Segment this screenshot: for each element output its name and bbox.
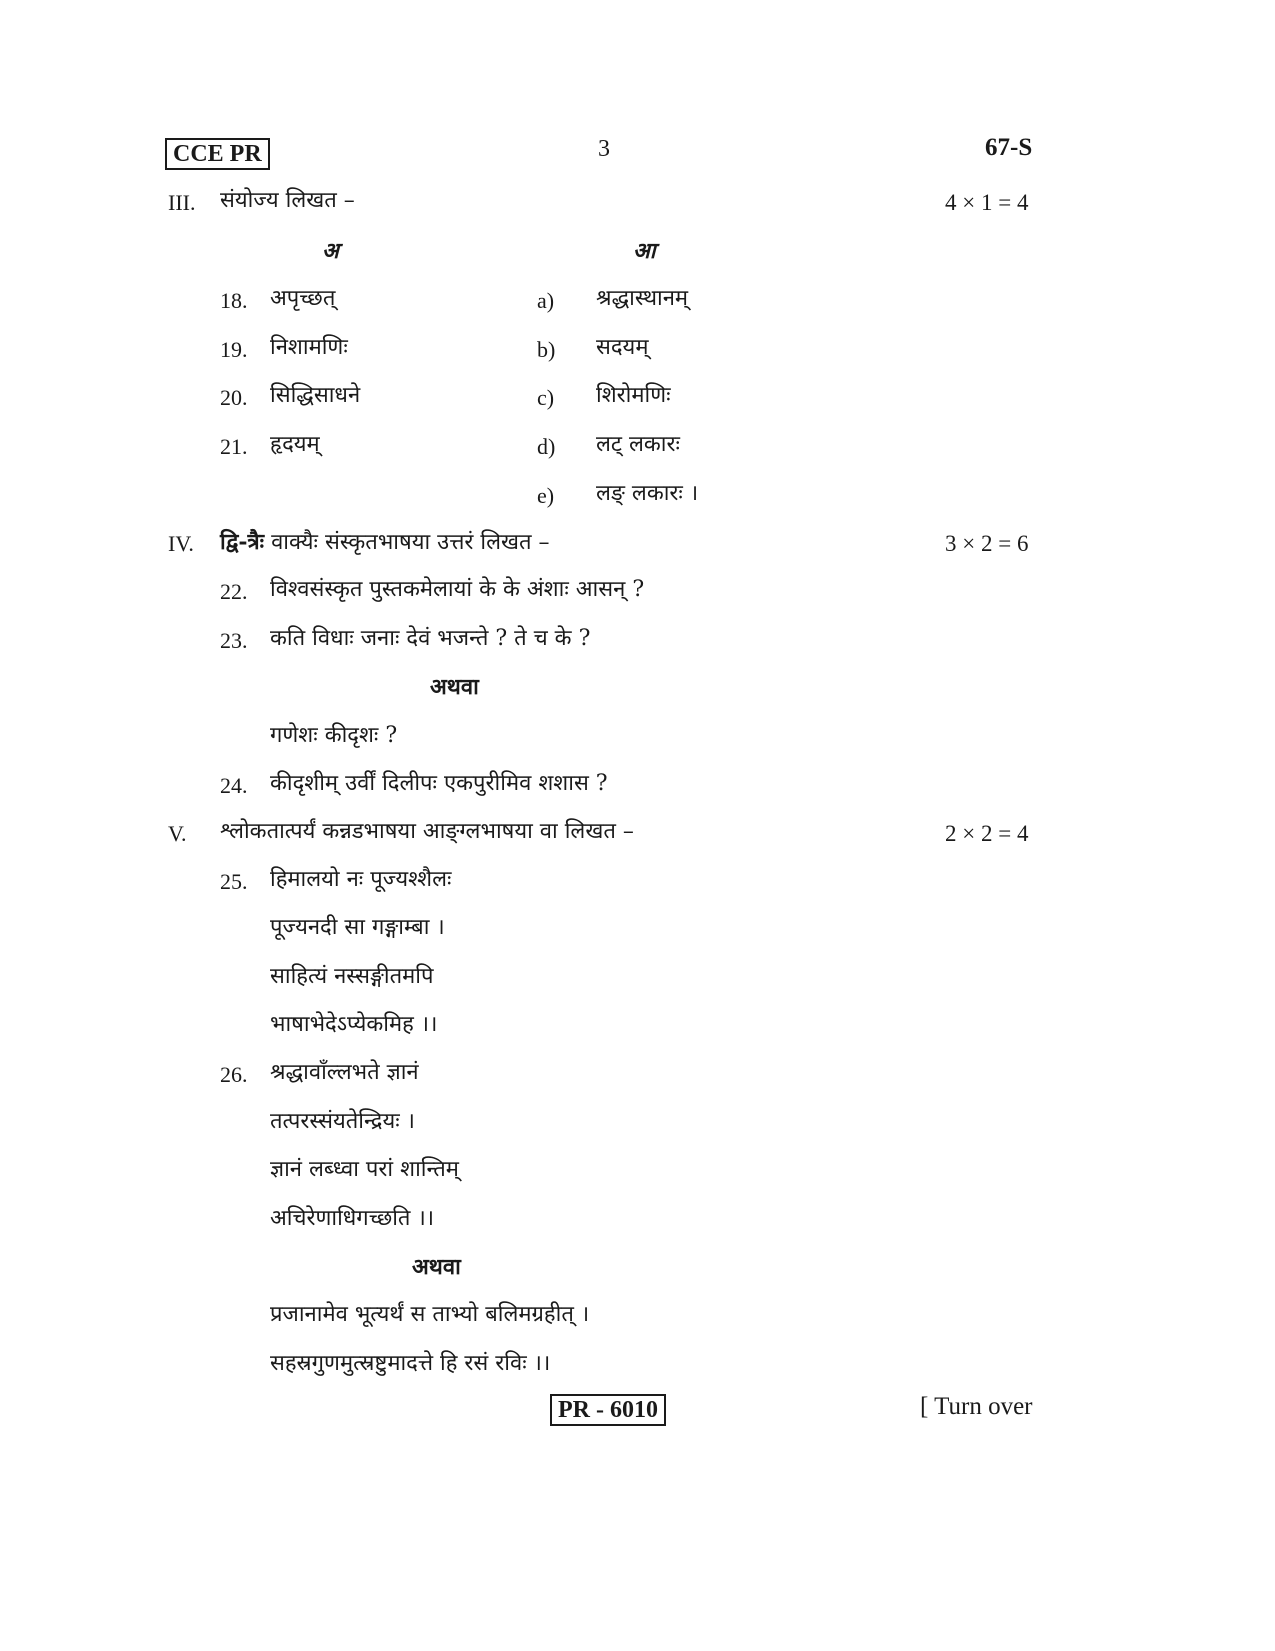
section-4-instruction [220,527,550,558]
q20-number: 20. [220,385,248,410]
q26-alt-line-2: सहस्रगुणमुत्स्रष्टुमादत्ते हि रसं रविः ।। [270,1351,551,1376]
option-c-letter: c) [537,385,555,410]
q19-number: 19. [220,337,248,362]
section-5-marks: 2 × 2 = 4 [945,821,1029,846]
option-d-letter: d) [537,434,556,459]
page-number: 3 [598,136,610,162]
q26-line-1: श्रद्धावाँल्लभते ज्ञानं [270,1060,419,1085]
section-3-instruction: संयोज्य लिखत – [220,188,355,213]
option-a-text: श्रद्धास्थानम् [596,286,689,311]
section-5-roman: V. [168,821,187,846]
q21-text: हृदयम् [270,432,320,457]
q26-line-2: तत्परस्संयतेन्द्रियः । [270,1109,415,1134]
option-b-text: सदयम् [596,335,649,360]
q18-text: अपृच्छत् [270,286,336,311]
q25-line-4: भाषाभेदेऽप्येकमिह ।। [270,1012,438,1037]
option-a-letter: a) [537,288,555,313]
q25-line-1: हिमालयो नः पूज्यश्शैलः [270,867,452,892]
q22-text: विश्वसंस्कृत पुस्तकमेलायां के के अंशाः आसन् ? [270,577,645,602]
header-code-box: CCE PR [165,138,270,170]
section-3-roman: III. [168,190,196,215]
q19-text: निशामणिः [270,335,348,360]
q18-number: 18. [220,288,248,313]
option-b-letter: b) [537,337,556,362]
q25-line-3: साहित्यं नस्सङ्गीतमपि [270,964,434,989]
q26-line-4: अचिरेणाधिगच्छति ।। [270,1206,435,1231]
q22-number: 22. [220,579,248,604]
column-b-heading: आ [633,238,656,264]
q26-line-3: ज्ञानं लब्ध्वा परां शान्तिम् [270,1157,459,1182]
athava-2: अथवा [412,1254,461,1280]
q20-text: सिद्धिसाधने [270,383,361,408]
q26-alt-line-1: प्रजानामेव भूत्यर्थं स ताभ्यो बलिमग्रहीत् । [270,1302,590,1327]
q23-number: 23. [220,628,248,653]
option-e-text: लङ् लकारः । [596,481,699,506]
q23-text: कति विधाः जनाः देवं भजन्ते ? ते च के ? [270,626,591,651]
column-a-heading: अ [322,238,339,264]
q26-number: 26. [220,1062,248,1087]
option-d-text: लट् लकारः [596,432,680,457]
section-5-instruction: श्लोकतात्पर्यं कन्नडभाषया आङ्ग्लभाषया वा लिखत – [220,819,634,844]
footer-code-box: PR - 6010 [550,1394,666,1426]
q25-line-2: पूज्यनदी सा गङ्गाम्बा । [270,915,445,940]
q24-number: 24. [220,773,248,798]
q23-alt-text: गणेशः कीदृशः ? [270,723,398,748]
paper-code: 67-S [985,134,1033,161]
athava-1: अथवा [430,674,479,700]
q24-text: कीदृशीम् उर्वीं दिलीपः एकपुरीमिव शशास ? [270,771,608,796]
q21-number: 21. [220,434,248,459]
section-3-marks: 4 × 1 = 4 [945,190,1029,215]
option-c-text: शिरोमणिः [596,383,671,408]
section-4-instruction-rest: वाक्यैः संस्कृतभाषया उत्तरं लिखत – [264,530,550,555]
section-4-marks: 3 × 2 = 6 [945,531,1029,556]
section-4-instruction-bold: द्वि-त्रैः [220,529,265,555]
section-4-roman: IV. [168,531,194,556]
option-e-letter: e) [537,483,555,508]
turn-over-label: [ Turn over [920,1393,1033,1420]
q25-number: 25. [220,869,248,894]
